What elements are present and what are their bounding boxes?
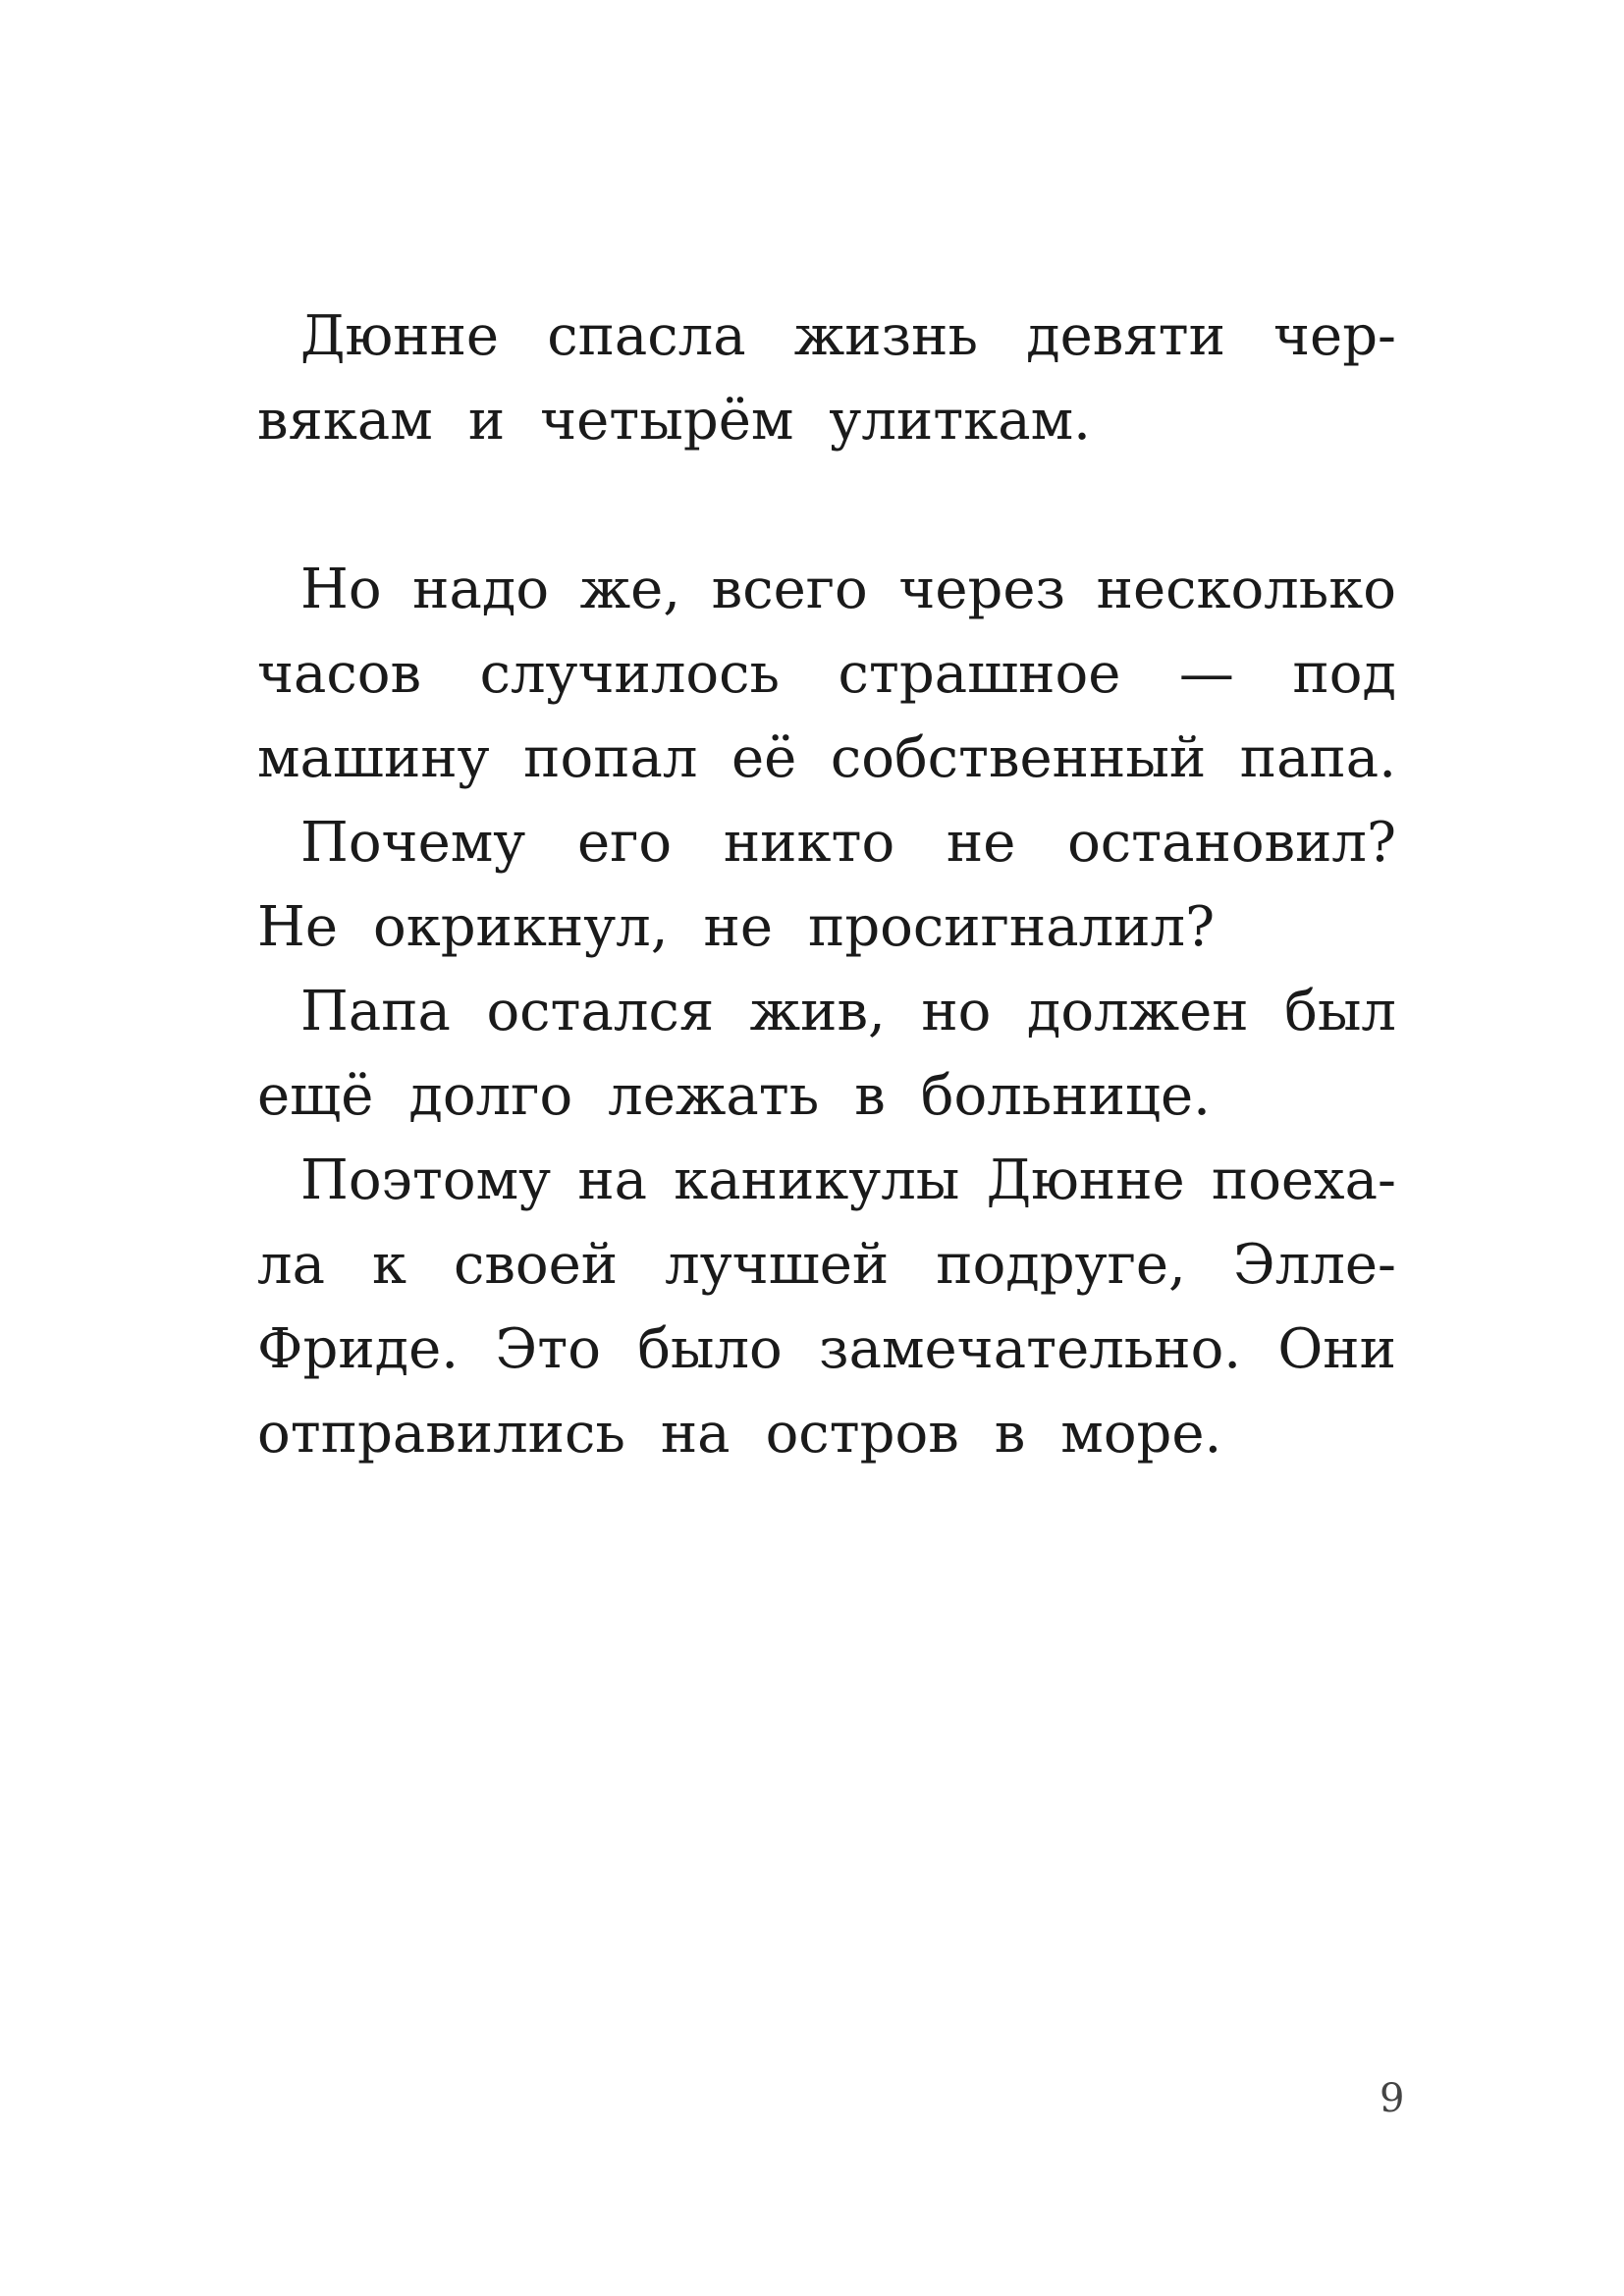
word: её	[731, 726, 797, 790]
word: Фриде.	[257, 1317, 460, 1381]
word: остановил?	[1067, 811, 1396, 875]
word: случилось	[479, 642, 780, 706]
word: лучшей	[665, 1233, 890, 1297]
word: жив,	[749, 980, 886, 1043]
word: Они	[1277, 1317, 1396, 1381]
text-line	[257, 1308, 1396, 1392]
word: должен	[1026, 980, 1249, 1043]
word: был	[1284, 980, 1396, 1043]
text-line	[257, 379, 1396, 463]
word: страшное	[838, 642, 1121, 706]
word: своей	[454, 1233, 619, 1297]
text-line	[257, 294, 1396, 379]
paragraph	[257, 548, 1396, 801]
text-line	[257, 970, 1396, 1054]
word: окрикнул,	[372, 895, 669, 959]
word: Папа	[300, 980, 451, 1043]
word: надо	[412, 558, 550, 621]
word: машину	[257, 726, 490, 790]
word: ещё	[257, 1064, 374, 1128]
word: четырём	[540, 389, 794, 453]
body-text	[257, 294, 1396, 1476]
word: Поэтому	[300, 1148, 552, 1212]
word: собственный	[830, 726, 1207, 790]
word: к	[372, 1233, 406, 1297]
text-line	[257, 548, 1396, 632]
word: не	[946, 811, 1016, 875]
word: Но	[300, 558, 382, 621]
word: под	[1292, 642, 1396, 706]
word: девяти	[1026, 304, 1225, 368]
text-line	[257, 1392, 1396, 1476]
word: спасла	[547, 304, 746, 368]
text-line	[257, 1223, 1396, 1308]
word: жизнь	[793, 304, 978, 368]
word: часов	[257, 642, 422, 706]
word: Дюнне	[300, 304, 500, 368]
word: в	[854, 1064, 886, 1128]
word: каникулы	[674, 1148, 960, 1212]
word: лежать	[608, 1064, 820, 1128]
word: больнице.	[920, 1064, 1211, 1128]
word: через	[898, 558, 1066, 621]
word: никто	[723, 811, 895, 875]
word: остался	[486, 980, 715, 1043]
text-line	[257, 717, 1396, 801]
text-line	[257, 1139, 1396, 1223]
word: поеха-	[1211, 1148, 1396, 1212]
word: Дюнне	[986, 1148, 1185, 1212]
word: подруге,	[936, 1233, 1186, 1297]
paragraph	[257, 294, 1396, 463]
word: Это	[495, 1317, 601, 1381]
word: же,	[579, 558, 681, 621]
word: было	[637, 1317, 783, 1381]
word: ла	[257, 1233, 325, 1297]
word: его	[576, 811, 673, 875]
word: отправились	[257, 1402, 625, 1466]
word: в	[994, 1402, 1026, 1466]
text-line	[257, 885, 1396, 970]
word: Не	[257, 895, 338, 959]
word: просигналил?	[808, 895, 1216, 959]
paragraph	[257, 801, 1396, 970]
paragraph	[257, 1139, 1396, 1476]
word: улиткам.	[829, 389, 1091, 453]
word: но	[921, 980, 992, 1043]
word: попал	[523, 726, 698, 790]
word: папа.	[1239, 726, 1396, 790]
word: Элле-	[1232, 1233, 1396, 1297]
paragraph-gap	[257, 463, 1396, 548]
word: на	[577, 1148, 648, 1212]
word: долго	[408, 1064, 573, 1128]
text-line	[257, 632, 1396, 717]
word: море.	[1060, 1402, 1222, 1466]
paragraph	[257, 970, 1396, 1139]
text-line	[257, 801, 1396, 885]
word: остров	[765, 1402, 959, 1466]
word: замечательно.	[819, 1317, 1242, 1381]
word: всего	[711, 558, 868, 621]
word: и	[467, 389, 506, 453]
page-number: 9	[1380, 2076, 1405, 2121]
word: несколько	[1096, 558, 1396, 621]
word: вякам	[257, 389, 433, 453]
word: чер-	[1273, 304, 1396, 368]
word: Почему	[300, 811, 526, 875]
word: —	[1178, 642, 1234, 706]
word: на	[660, 1402, 731, 1466]
word: не	[703, 895, 773, 959]
text-line	[257, 1054, 1396, 1139]
